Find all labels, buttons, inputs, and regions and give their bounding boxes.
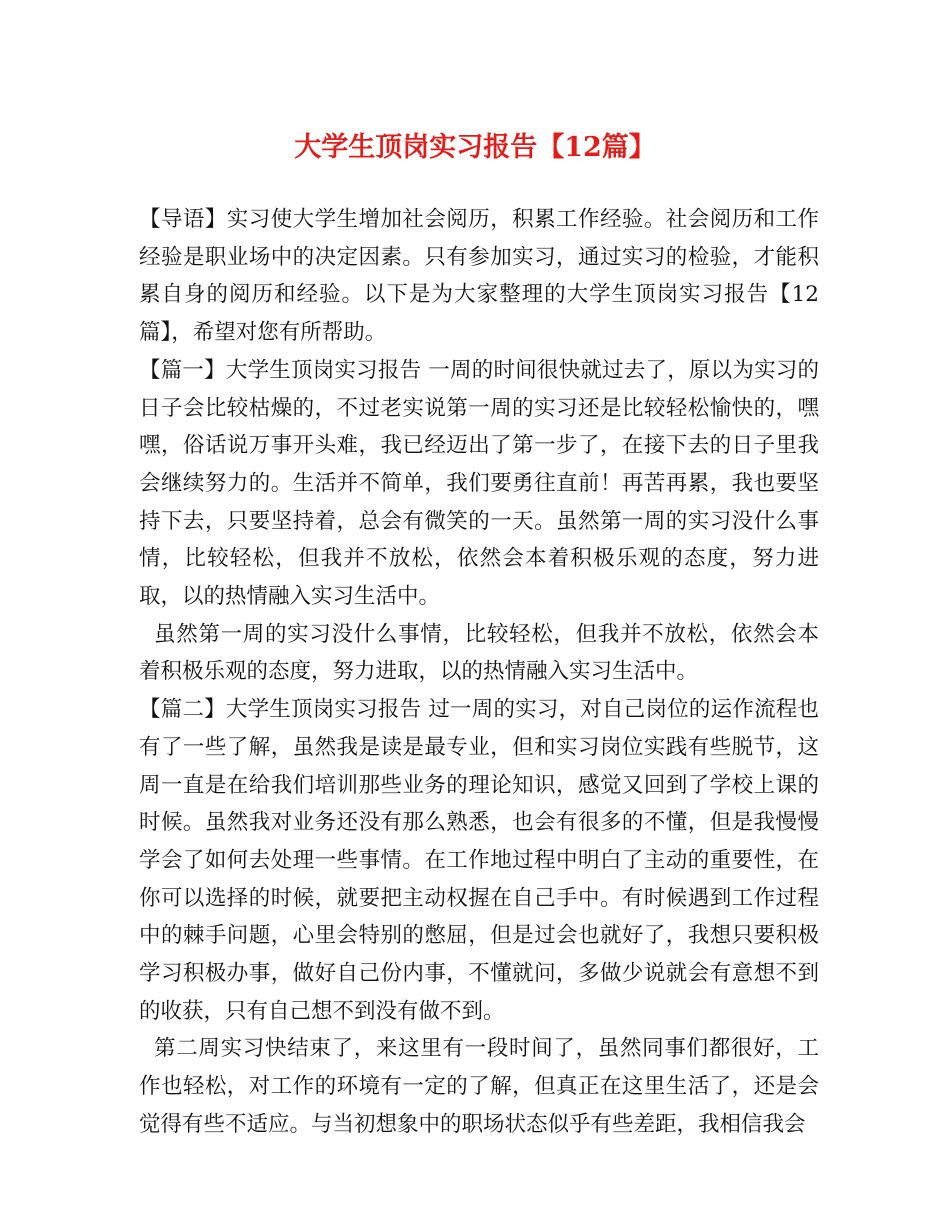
document-title: 大学生顶岗实习报告【12篇】 bbox=[294, 132, 656, 163]
paragraph-part-one: 【篇一】大学生顶岗实习报告 一周的时间很快就过去了，原以为实习的日子会比较枯燥的，不过老实说第一周的实习还是比较轻松愉快的，嘿嘿，俗话说万事开头难，我已经迈出了第一步了，在接下去的日子里我会继续努力的。生活并不简单，我们要勇往直前！再苦再累，我也要坚持下去，只要坚持着，总会有微笑的一天。虽然第一周的实习没什么事情，比较轻松，但我并不放松，依然会本着积极乐观的态度，努力进取，以的热情融入实习生活中。 bbox=[139, 357, 819, 610]
paragraph-part-one-followup: 虽然第一周的实习没什么事情，比较轻松，但我并不放松，依然会本着积极乐观的态度，努力进取，以的热情融入实习生活中。 bbox=[139, 621, 819, 685]
paragraph-part-two: 【篇二】大学生顶岗实习报告 过一周的实习，对自己岗位的运作流程也有了一些了解，虽然我是读是最专业，但和实习岗位实践有些脱节，这周一直是在给我们培训那些业务的理论知识，感觉又回到了学校上课的时候。虽然我对业务还没有那么熟悉，也会有很多的不懂，但是我慢慢学会了如何去处理一些事情。在工作地过程中明白了主动的重要性，在你可以选择的时候，就要把主动权握在自己手中。有时候遇到工作过程中的棘手问题，心里会特别的憋屈，但是过会也就好了，我想只要积极学习积极办事，做好自己份内事，不懂就问，多做少说就会有意想不到的收获，只有自己想不到没有做不到。 bbox=[139, 697, 819, 1024]
paragraph-part-two-followup: 第二周实习快结束了，来这里有一段时间了，虽然同事们都很好，工作也轻松，对工作的环境有一定的了解，但真正在这里生活了，还是会觉得有些不适应。与当初想象中的职场状态似乎有些差距，我相信我会 bbox=[139, 1036, 819, 1137]
document-body bbox=[139, 201, 819, 1144]
paragraph-intro: 【导语】实习使大学生增加社会阅历，积累工作经验。社会阅历和工作经验是职业场中的决定因素。只有参加实习，通过实习的检验，才能积累自身的阅历和经验。以下是为大家整理的大学生顶岗实习报告【12篇】，希望对您有所帮助。 bbox=[139, 207, 819, 346]
